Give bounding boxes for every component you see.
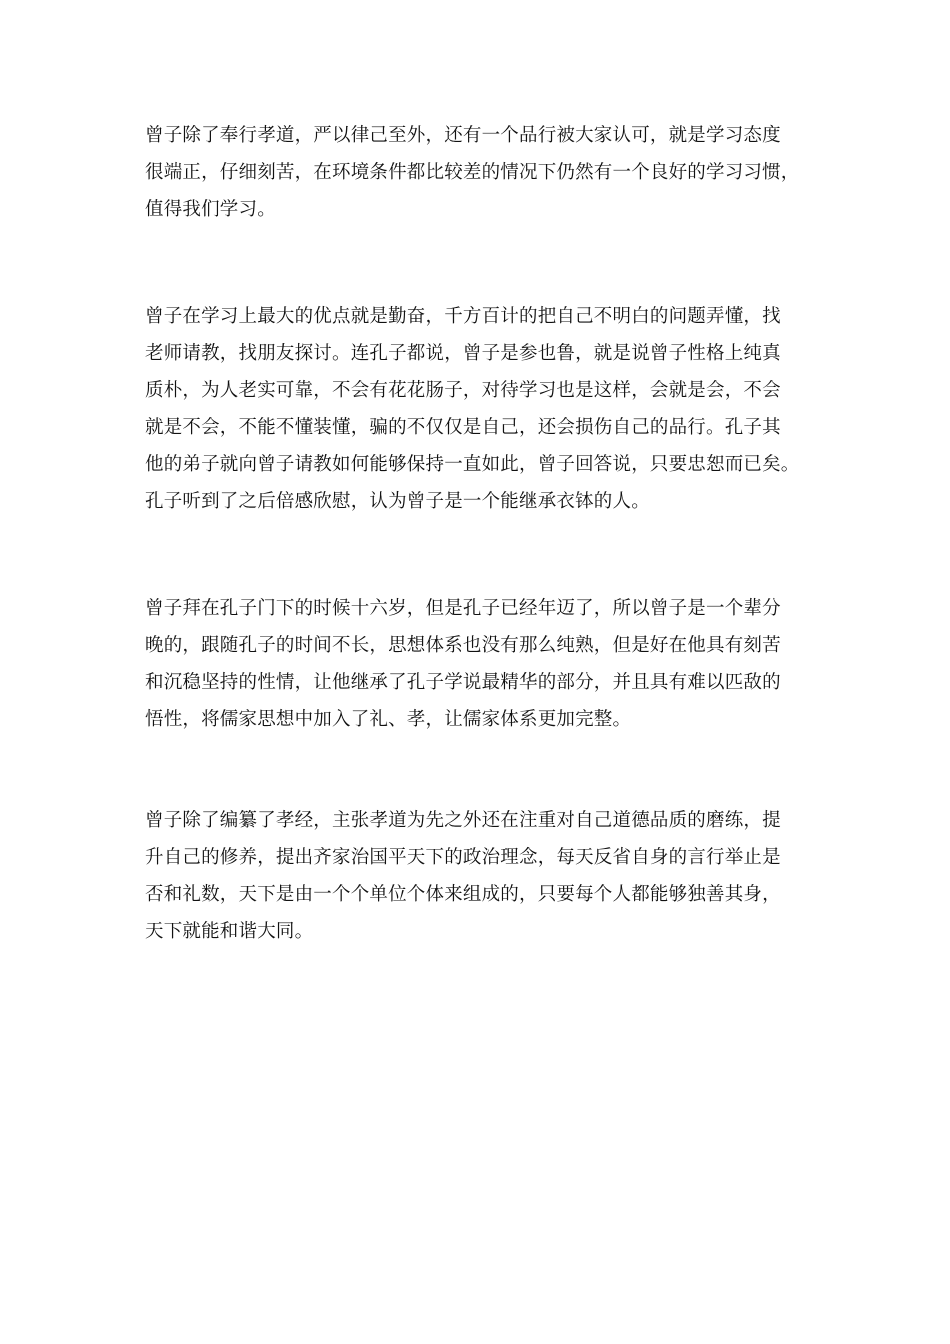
- paragraph-line: 老师请教，找朋友探讨。连孔子都说，曾子是参也鲁，就是说曾子性格上纯真: [145, 343, 781, 364]
- paragraph-line: 曾子拜在孔子门下的时候十六岁，但是孔子已经年迈了，所以曾子是一个辈分: [145, 598, 781, 619]
- paragraph-3: [145, 590, 810, 738]
- paragraph-line: 升自己的修养，提出齐家治国平天下的政治理念，每天反省自身的言行举止是: [145, 847, 781, 868]
- paragraph-line: 曾子除了奉行孝道，严以律己至外，还有一个品行被大家认可，就是学习态度: [145, 125, 781, 146]
- paragraph-4: [145, 802, 810, 950]
- paragraph-line: 孔子听到了之后倍感欣慰，认为曾子是一个能继承衣钵的人。: [145, 491, 650, 512]
- paragraph-line: 就是不会，不能不懂装懂，骗的不仅仅是自己，还会损伤自己的品行。孔子其: [145, 417, 781, 438]
- paragraph-line: 曾子在学习上最大的优点就是勤奋，千方百计的把自己不明白的问题弄懂，找: [145, 306, 781, 327]
- paragraph-2: [145, 298, 810, 520]
- paragraph-line: 很端正，仔细刻苦，在环境条件都比较差的情况下仍然有一个良好的学习习惯，: [145, 162, 800, 183]
- paragraph-line: 质朴，为人老实可靠，不会有花花肠子，对待学习也是这样，会就是会，不会: [145, 380, 781, 401]
- paragraph-1: [145, 117, 810, 228]
- paragraph-line: 和沉稳坚持的性情，让他继承了孔子学说最精华的部分，并且具有难以匹敌的: [145, 672, 781, 693]
- paragraph-line: 悟性，将儒家思想中加入了礼、孝，让儒家体系更加完整。: [145, 709, 632, 730]
- paragraph-line: 天下就能和谐大同。: [145, 921, 314, 942]
- paragraph-line: 曾子除了编纂了孝经，主张孝道为先之外还在注重对自己道德品质的磨练，提: [145, 810, 781, 831]
- paragraph-line: 他的弟子就向曾子请教如何能够保持一直如此，曾子回答说，只要忠恕而已矣。: [145, 454, 800, 475]
- paragraph-line: 值得我们学习。: [145, 199, 276, 220]
- paragraph-line: 否和礼数，天下是由一个个单位个体来组成的，只要每个人都能够独善其身，: [145, 884, 781, 905]
- paragraph-line: 晚的，跟随孔子的时间不长，思想体系也没有那么纯熟，但是好在他具有刻苦: [145, 635, 781, 656]
